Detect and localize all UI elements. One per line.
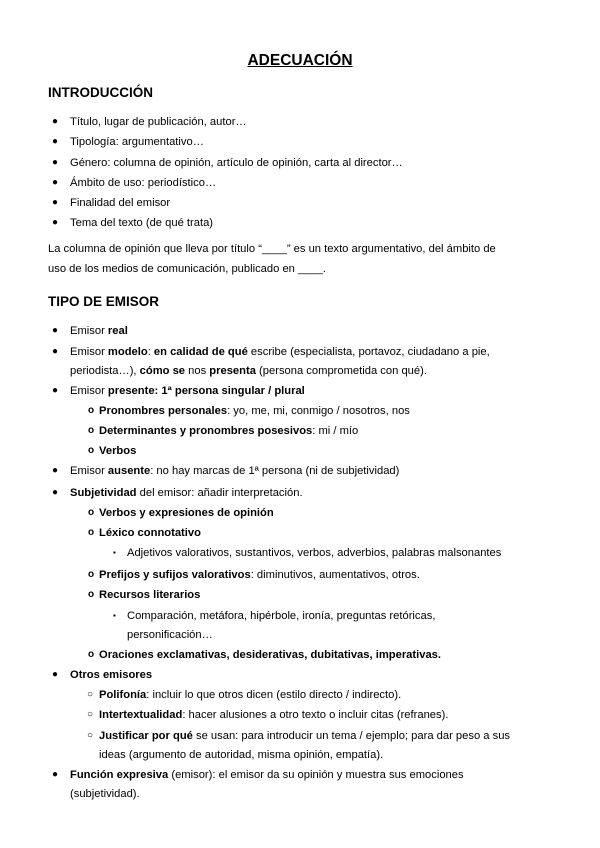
- recursos-sub-item-line2: personificación…: [127, 629, 213, 641]
- circle-bullet-icon: o: [88, 649, 95, 660]
- otros-justificar: Justificar por qué se usan: para introducir un tema / ejemplo; para dar peso a sus: [99, 730, 511, 742]
- lexico-sub-item: Adjetivos valorativos, sustantivos, verbos, adverbios, palabras malsonantes: [127, 547, 502, 559]
- emisor-subjetividad: Subjetividad del emisor: añadir interpretación.: [70, 487, 303, 499]
- hollow-circle-bullet-icon: ○: [87, 689, 94, 700]
- square-bullet-icon: ▪: [113, 611, 116, 620]
- circle-bullet-icon: o: [88, 445, 95, 456]
- emisor-ausente: Emisor ausente: no hay marcas de 1ª persona (ni de subjetividad): [70, 465, 400, 477]
- bullet-icon: ●: [52, 157, 59, 168]
- emisor-modelo: Emisor modelo: en calidad de qué escribe (especialista, portavoz, ciudadano a pie,: [70, 346, 490, 358]
- intro-paragraph: La columna de opinión que lleva por título “____” es un texto argumentativo, del ámbito de: [48, 243, 496, 255]
- intro-item: Ámbito de uso: periodístico…: [70, 177, 217, 189]
- otros-intertextualidad: Intertextualidad: hacer alusiones a otro texto o incluir citas (refranes).: [99, 709, 449, 721]
- bullet-icon: ●: [52, 487, 59, 498]
- subjetividad-prefijos: Prefijos y sufijos valorativos: diminutivos, aumentativos, otros.: [99, 569, 420, 581]
- intro-heading: INTRODUCCIÓN: [48, 85, 153, 100]
- intro-item: Género: columna de opinión, artículo de opinión, carta al director…: [70, 157, 403, 169]
- bullet-icon: ●: [52, 669, 59, 680]
- presente-sub-item: Determinantes y pronombres posesivos: mi / mío: [99, 425, 359, 437]
- bullet-icon: ●: [52, 116, 59, 127]
- circle-bullet-icon: o: [88, 527, 95, 538]
- presente-sub-item: Verbos: [99, 445, 137, 457]
- recursos-sub-item: Comparación, metáfora, hipérbole, ironía, preguntas retóricas,: [127, 610, 436, 622]
- circle-bullet-icon: o: [88, 569, 95, 580]
- subjetividad-lexico: Léxico connotativo: [99, 527, 201, 539]
- circle-bullet-icon: o: [88, 425, 95, 436]
- intro-item: Tema del texto (de qué trata): [70, 217, 214, 229]
- circle-bullet-icon: o: [88, 405, 95, 416]
- presente-sub-item: Pronombres personales: yo, me, mi, conmigo / nosotros, nos: [99, 405, 410, 417]
- bullet-icon: ●: [52, 385, 59, 396]
- emisor-heading: TIPO DE EMISOR: [48, 294, 160, 309]
- bullet-icon: ●: [52, 217, 59, 228]
- bullet-icon: ●: [52, 346, 59, 357]
- bullet-icon: ●: [52, 177, 59, 188]
- subjetividad-oraciones: Oraciones exclamativas, desiderativas, dubitativas, imperativas.: [99, 649, 442, 661]
- page-title: ADECUACIÓN: [247, 52, 353, 69]
- emisor-funcion-expresiva: Función expresiva (emisor): el emisor da su opinión y muestra sus emociones: [70, 769, 464, 781]
- subjetividad-recursos: Recursos literarios: [99, 589, 201, 601]
- otros-polifonia: Polifonía: incluir lo que otros dicen (estilo directo / indirecto).: [99, 689, 402, 701]
- intro-item: Finalidad del emisor: [70, 197, 171, 209]
- circle-bullet-icon: o: [88, 589, 95, 600]
- hollow-circle-bullet-icon: ○: [87, 709, 94, 720]
- hollow-circle-bullet-icon: ○: [87, 730, 94, 741]
- bullet-icon: ●: [52, 136, 59, 147]
- bullet-icon: ●: [52, 769, 59, 780]
- bullet-icon: ●: [52, 465, 59, 476]
- otros-justificar-line2: ideas (argumento de autoridad, misma opinión, empatía).: [99, 749, 384, 761]
- subjetividad-verbos: Verbos y expresiones de opinión: [99, 507, 274, 519]
- emisor-presente: Emisor presente: 1ª persona singular / plural: [70, 385, 305, 397]
- bullet-icon: ●: [52, 325, 59, 336]
- emisor-modelo-line2: periodista…), cómo se nos presenta (persona comprometida con qué).: [70, 365, 427, 377]
- emisor-otros: Otros emisores: [70, 669, 153, 681]
- emisor-funcion-expresiva-line2: (subjetividad).: [70, 788, 140, 800]
- circle-bullet-icon: o: [88, 507, 95, 518]
- emisor-real: Emisor real: [70, 325, 128, 337]
- intro-item: Título, lugar de publicación, autor…: [70, 116, 247, 128]
- intro-paragraph: uso de los medios de comunicación, publicado en ____.: [48, 263, 327, 275]
- square-bullet-icon: ▪: [113, 548, 116, 557]
- intro-item: Tipología: argumentativo…: [70, 136, 204, 148]
- bullet-icon: ●: [52, 197, 59, 208]
